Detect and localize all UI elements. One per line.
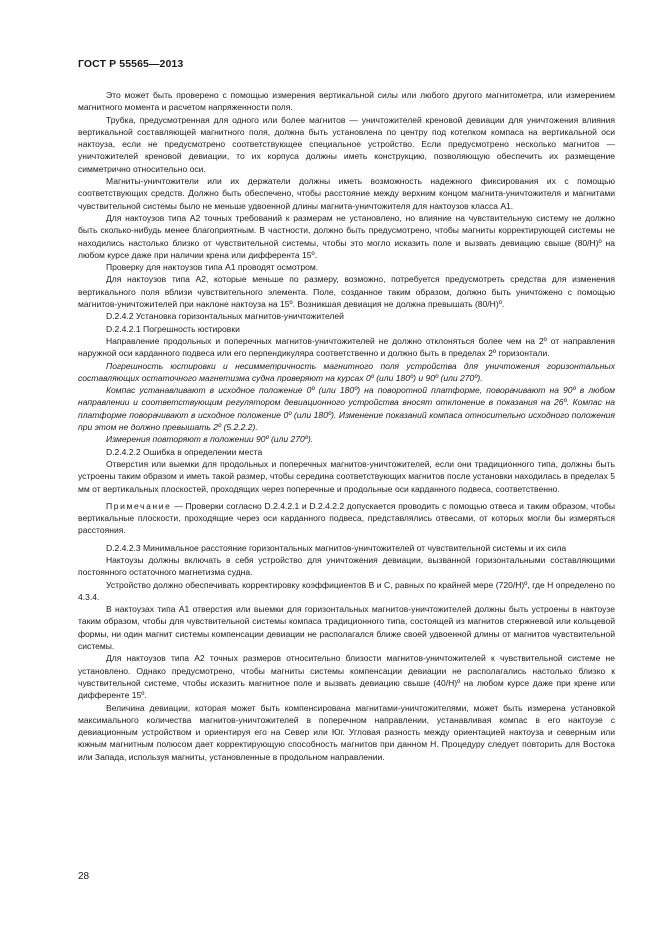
paragraph: Это может быть проверено с помощью измерения вертикальной силы или любого другого магнитометра, или измерением магнитного момента и расчетом напряженности поля.: [78, 90, 615, 113]
paragraph: Нактоузы должны включать в себя устройство для уничтожения девиации, вызванной горизонтальными составляющими постоянного остаточного магнетизма судна.: [78, 554, 615, 578]
note-text: — Проверки согласно D.2.4.2.1 и D.2.4.2.2 допускается проводить с помощью отвеса и таким образом, чтобы вертикальные плоскости, проходящие через оси карданного подвеса, представлялись отвесами, от которых могли бы измеряться расстояния.: [78, 500, 615, 536]
paragraph-italic: Компас устанавливают в исходное положение 0º (или 180º) на поворотной платформе, поворачивают на 90º в любом направлении и соответствующим регулятором девиационного устройства вносят отклонение в показания на 26º. Компас на платформе поворачивают в исходное положение 0º (или 180º). Изменение показаний компаса относительно исходного положения при этом не должно превышать 2º (5.2.2.2).: [78, 385, 615, 433]
paragraph: Направление продольных и поперечных магнитов-уничтожителей не должно отклоняться более чем на 2º от направления наружной оси карданного подвеса или его перпендикуляра соответственно и должно быть в пределах 2º горизонтали.: [78, 335, 615, 359]
section-heading: D.2.4.2.1 Погрешность юстировки: [106, 323, 240, 334]
paragraph: Проверку для нактоузов типа А1 проводят осмотром.: [106, 262, 319, 273]
document-header: ГОСТ Р 55565—2013: [78, 58, 184, 70]
section-heading: D.2.4.2.3 Минимальное расстояние горизонтальных магнитов-уничтожителей от чувствительной системы и их сила: [106, 542, 567, 553]
note-paragraph: [78, 500, 615, 537]
paragraph: Для нактоузов типа А2 точных требований к размерам не установлено, но влияние на чувствительную систему не должно быть сколько-нибудь менее благоприятным. В частности, должно быть предусмотрено, чтобы магниты корректирующей системы не находились настолько близко от чувствительной системы, чтобы это могло исказить поле и вызвать девиацию свыше (80/H)º на любом курсе даже при наличии крена или дифферента 15º.: [78, 212, 615, 260]
paragraph-italic: Погрешность юстировки и несимметричность магнитного поля устройства для уничтожения горизонтальных составляющих остаточного магнетизма судна проверяют на курсах 0º (или 180º) и 90º (или 270º).: [78, 360, 615, 383]
paragraph: Отверстия или выемки для продольных и поперечных магнитов-уничтожителей, если они традиционного типа, должны быть устроены таким образом и иметь такой размер, чтобы середина соответствующих магнитов после установки находилась в пределах 5 мм от вертикальных плоскостей, проходящих через поперечные и продольные оси карданного подвеса, соответственно.: [78, 458, 615, 494]
paragraph: Устройство должно обеспечивать корректировку коэффициентов B и C, равных по крайней мере (720/H)º, где H определено по 4.3.4.: [78, 579, 615, 602]
paragraph: В нактоузах типа А1 отверстия или выемки для горизонтальных магнитов-уничтожителей должны быть устроены в нактоузе таким образом, чтобы для чувствительной системы компаса традиционного типа, состоящей из магнитов стержневой или кольцевой формы, ни один магнит системы компенсации девиации не располагался ближе своей удвоенной длины от магнитов чувствительной системы.: [78, 604, 615, 652]
paragraph: Магниты-уничтожители или их держатели должны иметь возможность надежного фиксирования их с помощью соответствующих средств. Должно быть обеспечено, чтобы расстояние между верхним концом магнита-уничтожителя и магнитами чувствительной системы было не меньше удвоенной длины магнита-уничтожителя для нактоузов класса А1.: [78, 176, 615, 211]
paragraph: Для нактоузов типа А2 точных размеров относительно близости магнитов-уничтожителей к чувствительной системе не установлено. Однако предусмотрено, чтобы магниты системы компенсации девиации не располагались настолько близко к чувствительной системе, чтобы исказить магнитное поле и вызвать девиацию свыше (40/H)º на любом курсе даже при крене или дифференте 15º.: [78, 653, 615, 701]
paragraph: Трубка, предусмотренная для одного или более магнитов — уничтожителей креновой девиации для уничтожения влияния вертикальной составляющей магнитного поля, должна быть установлена по центру под котелком компаса на вертикальной оси нактоуза, если не предусмотрено соответствующее специальное устройство. Если предусмотрено несколько магнитов — уничтожителей креновой девиации, то их корпуса должны иметь конструкцию, позволяющую обеспечить их размещение симметрично относительно оси.: [78, 114, 615, 174]
paragraph: Величина девиации, которая может быть компенсирована магнитами-уничтожителями, может быть измерена установкой максимального количества магнитов-уничтожителей в поперечном направлении, устанавливая компас в его нактоузе с девиационным устройством и ориентируя его на Север или Юг. Угловая разность между ориентацией нактоуза и северным или южным магнитным полюсом дает корректирующую способность магнитов при данном H. Процедуру следует повторить для Востока или Запада, используя магниты, установленные в продольном направлении.: [78, 702, 615, 762]
document-body: [78, 89, 615, 763]
note-label: Примечание: [106, 500, 172, 511]
paragraph-italic: Измерения повторяют в положении 90º (или 270º).: [106, 434, 314, 445]
paragraph: Для нактоузов типа А2, которые меньше по размеру, возможно, потребуется предусмотреть средства для изменения вертикального поля вблизи чувствительного элемента. Поле, созданное таким образом, должно быть уничтожено с помощью магнитов-уничтожителей при наклоне нактоуза на 15º. Возникшая девиация не должна превышать (80/H)º.: [78, 274, 615, 310]
section-heading: D.2.4.2.2 Ошибка в определении места: [106, 446, 263, 457]
page-number: 28: [78, 871, 90, 882]
section-heading: D.2.4.2 Установка горизонтальных магнитов-уничтожителей: [106, 311, 344, 322]
